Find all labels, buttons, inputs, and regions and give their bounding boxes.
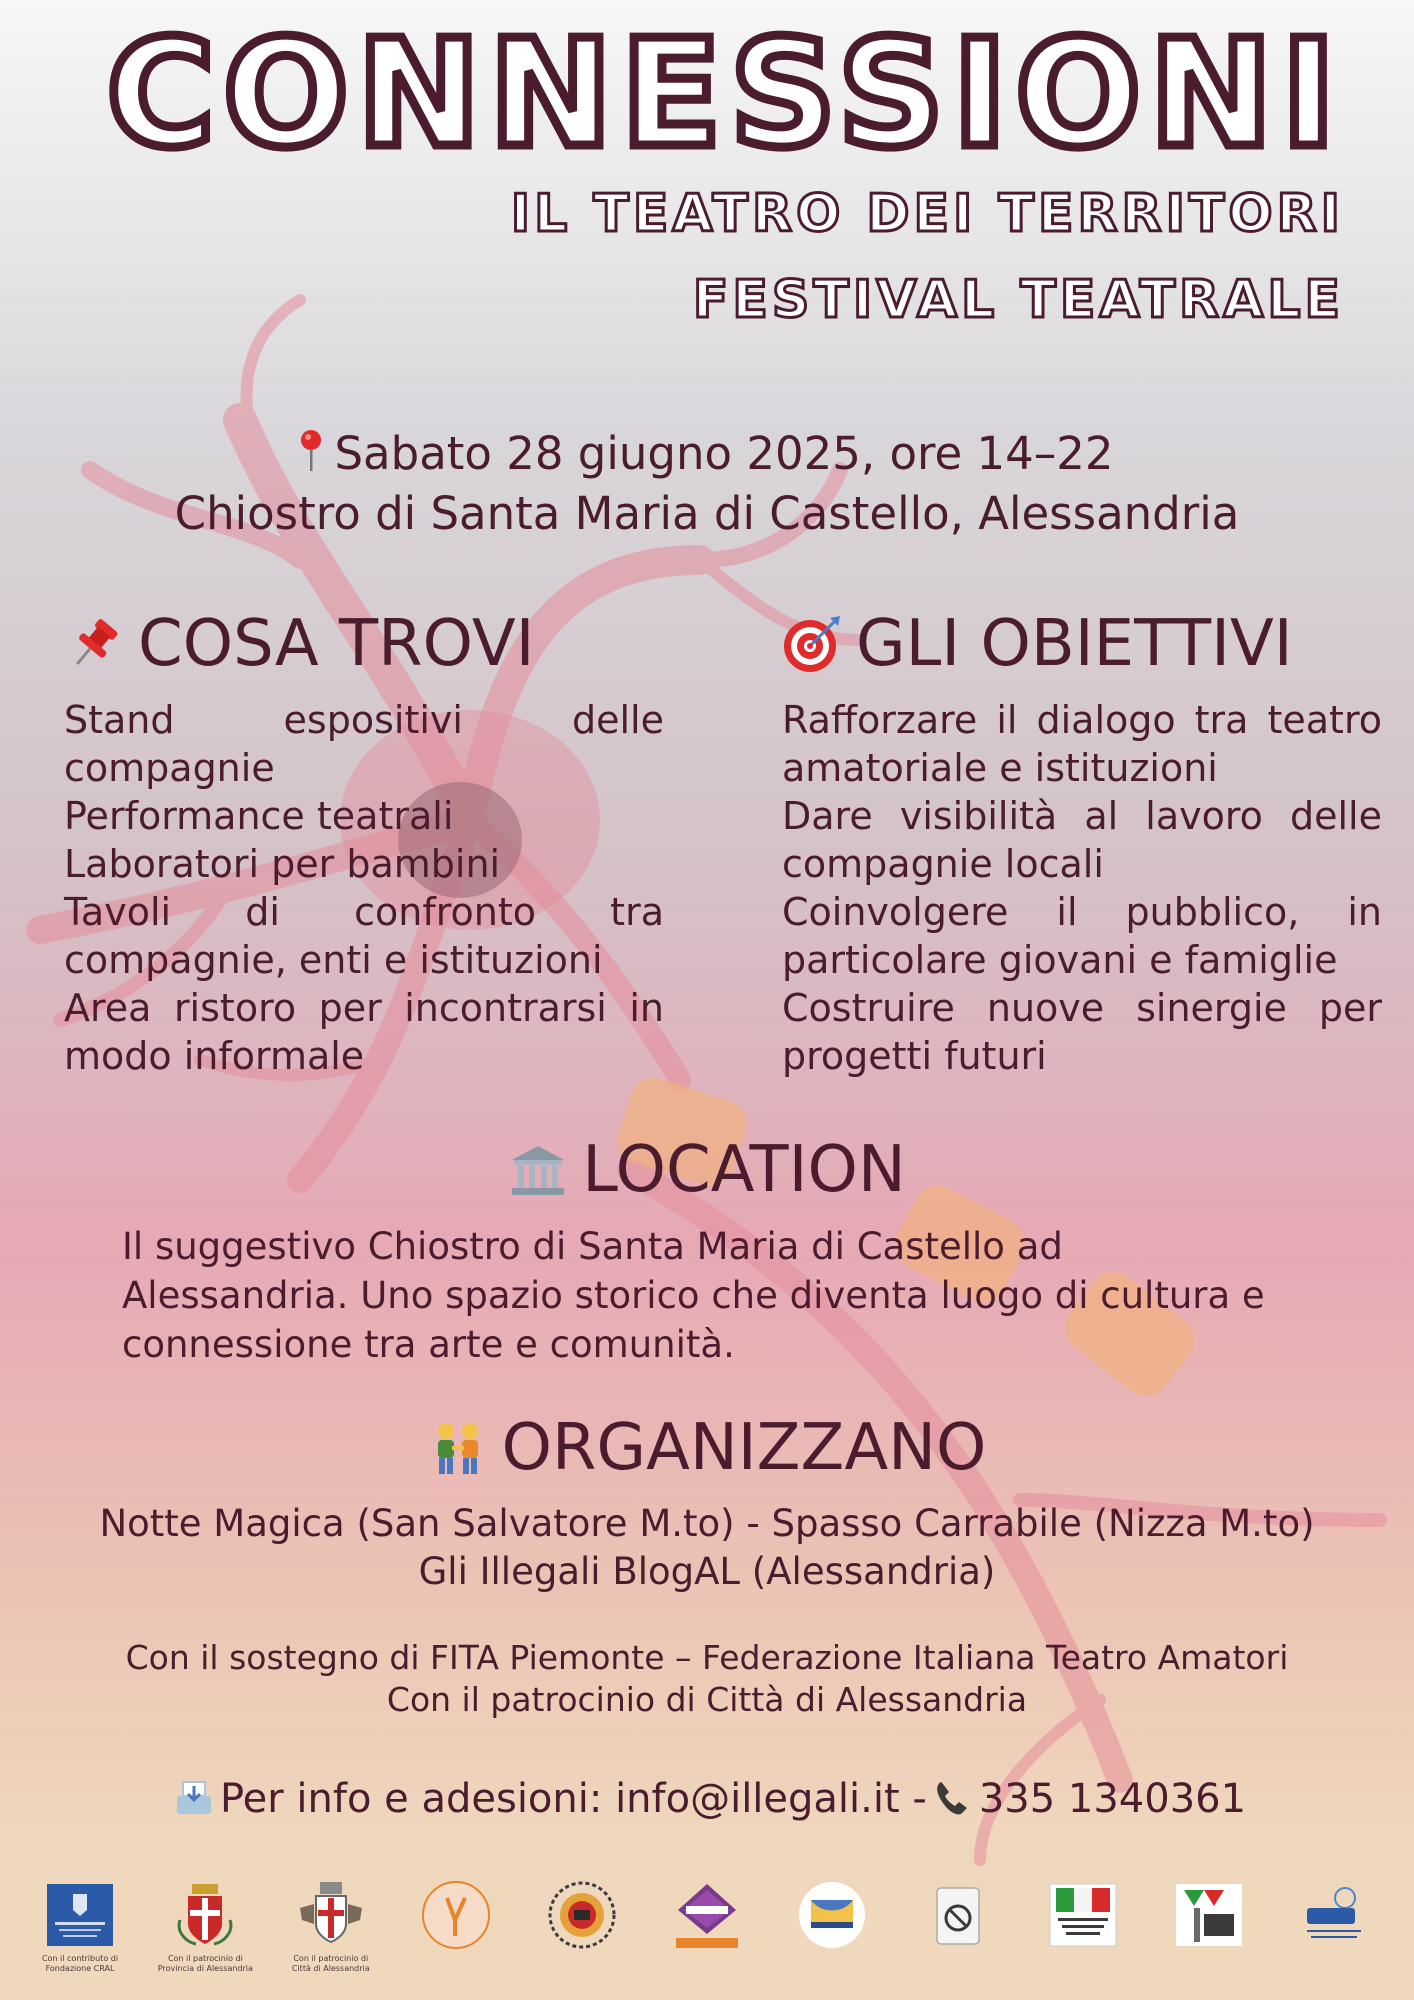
citta-alessandria-crest [296,1880,366,1950]
event-place: Chiostro di Santa Maria di Castello, Alessandria [174,487,1240,540]
telephone-icon [933,1778,973,1818]
location-section [0,1133,1414,1369]
logo-item [406,1880,506,1950]
obiettivi-list [782,696,1382,1080]
info-separator: - [912,1776,927,1822]
logo-caption: Con il contributo di Fondazione CRAL [41,1954,119,1973]
illegali-logo [421,1880,491,1950]
contact-info [0,1774,1414,1824]
event-details [0,424,1414,544]
location-title: LOCATION [582,1133,906,1207]
il-chiostro-logo [672,1880,742,1950]
logo-item [908,1880,1008,1950]
classical-building-icon [508,1140,568,1200]
fita-piemonte-logo [1174,1880,1244,1950]
obiettivi-section [782,607,1382,1080]
logo-item [1159,1880,1259,1950]
organizzano-section [0,1411,1414,1596]
festival-title: CONNESSIONI [106,8,1344,180]
csv-logo [1299,1880,1369,1950]
cosa-trovi-heading [64,607,664,681]
festival-tagline: FESTIVAL TEATRALE [692,270,1344,330]
logo-item [155,1880,255,1974]
logo-item [1033,1880,1133,1950]
organizers-list [0,1500,1414,1596]
organizzano-title: ORGANIZZANO [501,1411,987,1485]
list-item: Rafforzare il dialogo tra teatro amatoriale e istituzioni [782,698,1382,790]
logo-item [30,1880,130,1974]
event-date-time: Sabato 28 giugno 2025, ore 14–22 [334,427,1114,480]
patronage-line: Con il patrocinio di Città di Alessandria [386,1680,1028,1719]
organizzano-heading [0,1411,1414,1485]
support-credits [0,1637,1414,1721]
organizers-line-1: Notte Magica (San Salvatore M.to) - Spasso Carrabile (Nizza M.to) [99,1502,1315,1545]
location-description: Il suggestivo Chiostro di Santa Maria di Castello ad Alessandria. Uno spazio storico che diventa luogo di cultura e connessione tra arte e comunità. [122,1225,1265,1366]
cosa-trovi-list [64,696,664,1080]
logo-item [782,1880,882,1950]
logo-item [1284,1880,1384,1950]
sponsor-logos [30,1880,1384,1974]
provincia-alessandria-crest [170,1880,240,1950]
info-email-link[interactable]: info@illegali.it [615,1776,900,1822]
logo-caption: Con il patrocinio di Città di Alessandria [291,1954,370,1973]
info-phone-link[interactable]: 335 1340361 [978,1776,1247,1822]
cosa-trovi-section [64,607,664,1080]
list-item: Performance teatrali [64,794,454,838]
organizers-line-2: Gli Illegali BlogAL (Alessandria) [418,1550,996,1593]
two-people-icon [428,1418,488,1478]
inbox-tray-icon [174,1778,214,1818]
pushpin-icon [64,614,124,674]
obiettivi-heading [782,607,1382,681]
obiettivi-title: GLI OBIETTIVI [856,607,1293,681]
list-item: Area ristoro per incontrarsi in modo informale [64,986,664,1078]
logo-item [281,1880,381,1974]
support-line: Con il sostegno di FITA Piemonte – Federazione Italiana Teatro Amatori [125,1638,1289,1677]
fita-logo [1048,1880,1118,1950]
info-label: Per info e adesioni: [219,1776,603,1822]
logo-caption: Con il patrocinio di Provincia di Alessandria [157,1954,253,1973]
notte-magica-logo [797,1880,867,1950]
map-pin-icon [300,429,322,473]
list-item: Costruire nuove sinergie per progetti futuri [782,986,1382,1078]
list-item: Dare visibilità al lavoro delle compagnie locali [782,794,1382,886]
list-item: Tavoli di confronto tra compagnie, enti e istituzioni [64,890,664,982]
festival-subtitle: IL TEATRO DEI TERRITORI [510,184,1344,244]
cosa-trovi-title: COSA TROVI [138,607,535,681]
list-item: Laboratori per bambini [64,842,501,886]
fondazione-cral-logo [45,1880,115,1950]
logo-item [532,1880,632,1950]
spasso-carrabile-logo [923,1880,993,1950]
location-heading [0,1133,1414,1207]
logo-item [657,1880,757,1950]
blogal-logo [547,1880,617,1950]
list-item: Coinvolgere il pubblico, in particolare giovani e famiglie [782,890,1382,982]
target-icon [782,614,842,674]
event-date-line [0,424,1414,484]
list-item: Stand espositivi delle compagnie [64,698,664,790]
